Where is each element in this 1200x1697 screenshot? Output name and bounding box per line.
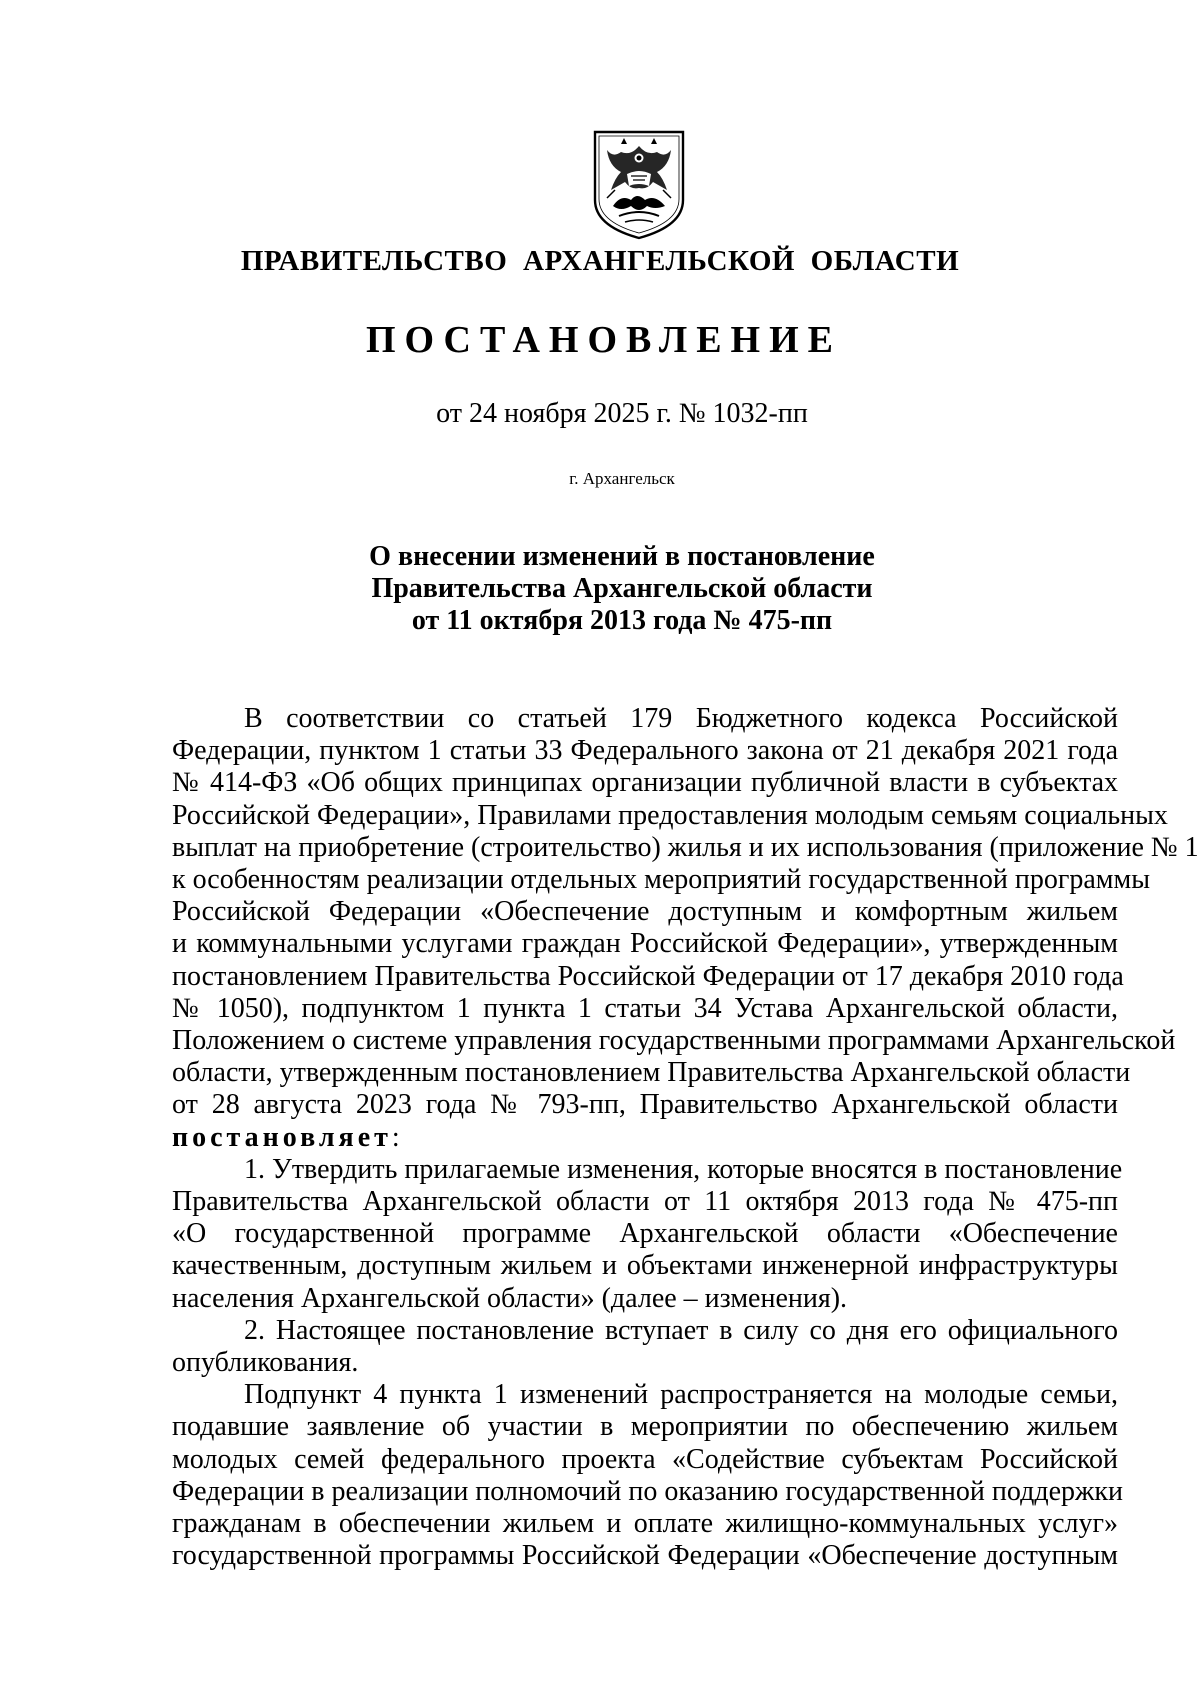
text-line: подавшие заявление об участии в мероприятии по обеспечению жильем: [172, 1411, 1118, 1443]
text-line: Подпункт 4 пункта 1 изменений распространяется на молодые семьи,: [244, 1379, 1118, 1411]
text-line: 1. Утвердить прилагаемые изменения, которые вносятся в постановление: [244, 1153, 1123, 1185]
item-3-paragraph: [172, 1379, 1123, 1572]
text-line: опубликования.: [172, 1347, 359, 1379]
resolves-line: [172, 1122, 1118, 1154]
subject-line: Правительства Архангельской области: [371, 573, 873, 604]
text-line: области, утвержденным постановлением Правительства Архангельской области: [172, 1057, 1131, 1089]
text-line: Положением о системе управления государственными программами Архангельской: [172, 1025, 1176, 1057]
subject-line: от 11 октября 2013 года № 475-пп: [411, 605, 833, 636]
text-line: В соответствии со статьей 179 Бюджетного кодекса Российской: [244, 703, 1118, 734]
subject-line: О внесении изменений в постановление: [369, 541, 875, 572]
coat-of-arms-emblem: [591, 128, 687, 242]
text-line: качественным, доступным жильем и объектами инженерной инфраструктуры: [172, 1250, 1118, 1282]
government-title: ПРАВИТЕЛЬСТВО АРХАНГЕЛЬСКОЙ ОБЛАСТИ: [240, 245, 960, 277]
text-line: от 28 августа 2023 года № 793-пп, Правительство Архангельской области: [172, 1089, 1118, 1121]
item-2-paragraph: [172, 1315, 1118, 1379]
text-line: и коммунальными услугами граждан Российской Федерации», утвержденным: [172, 928, 1118, 960]
text-line: населения Архангельской области» (далее – изменения).: [172, 1282, 848, 1314]
text-line: выплат на приобретение (строительство) жилья и их использования (приложение № 1: [172, 831, 1199, 863]
preamble-paragraph: [172, 703, 1199, 1154]
text-line: Правительства Архангельской области от 11 октября 2013 года № 475-пп: [172, 1186, 1118, 1218]
text-line: «О государственной программе Архангельской области «Обеспечение: [172, 1218, 1118, 1250]
text-line: молодых семей федерального проекта «Содействие субъектам Российской: [172, 1443, 1118, 1475]
text-line: Федерации в реализации полномочий по оказанию государственной поддержки: [172, 1475, 1123, 1507]
resolves-colon: :: [391, 1121, 400, 1153]
text-line: к особенностям реализации отдельных мероприятий государственной программы: [172, 864, 1151, 896]
text-line: гражданам в обеспечении жильем и оплате жилищно-коммунальных услуг»: [172, 1508, 1118, 1540]
document-type-heading: ПОСТАНОВЛЕНИЕ: [365, 319, 843, 361]
text-line: 2. Настоящее постановление вступает в силу со дня его официального: [244, 1314, 1118, 1346]
text-line: постановлением Правительства Российской Федерации от 17 декабря 2010 года: [172, 960, 1124, 992]
text-line: № 1050), подпунктом 1 пункта 1 статьи 34 Устава Архангельской области,: [172, 992, 1118, 1024]
text-line: Российской Федерации «Обеспечение доступным и комфортным жильем: [172, 896, 1118, 928]
item-1-paragraph: [172, 1153, 1123, 1315]
text-line: Федерации, пунктом 1 статьи 33 Федерального закона от 21 декабря 2021 года: [172, 735, 1118, 767]
document-subject: [0, 541, 1200, 637]
text-line: Российской Федерации», Правилами предоставления молодым семьям социальных: [172, 799, 1168, 831]
document-body: [172, 703, 1199, 1572]
document-city: г. Архангельск: [569, 469, 675, 488]
document-date-number: от 24 ноября 2025 г. № 1032-пп: [436, 398, 808, 429]
text-line: № 414-ФЗ «Об общих принципах организации публичной власти в субъектах: [172, 767, 1118, 799]
text-line: государственной программы Российской Федерации «Обеспечение доступным: [172, 1540, 1118, 1572]
resolves-word: постановляет: [172, 1121, 392, 1153]
